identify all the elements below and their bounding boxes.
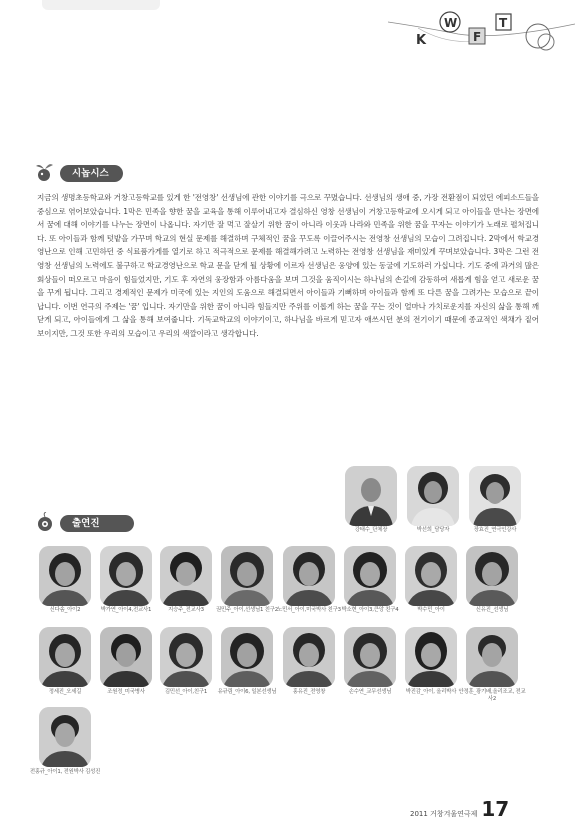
cast-photo <box>221 627 273 687</box>
cast-photo <box>160 627 212 687</box>
svg-text:F: F <box>473 30 482 44</box>
cast-photo <box>466 627 518 687</box>
staff-photo <box>345 466 397 526</box>
staff-caption: 박선희_담당자 <box>416 527 450 533</box>
synopsis-text: 지금의 생명초등학교와 거창고등학교를 있게 한 '전영창' 선생님에 관한 이야기를 극으로 꾸몄습니다. 선생님의 생애 중, 가장 전환점이 되었던 에피소드들을 중심으로 엮어보았습니다. 1막은 민족을 향한 꿈을 교육을 통해 이루어내고자 결심하신 영창 선생님이 거창고등학교에 오시게 되고 아이들을 만나는 장면에서 꿈에 대해 이야기를 나누는 장면이 나옵니다. 자기만 잘 먹고 잘살기 위한 꿈이 아니라 이웃과 나라와 민족을 위한 꿈을 꾸자는 이야기가 노래로 펼쳐집니다. 또 아이들과 함께 텃밭을 가꾸며 학교의 현실 문제를 해결하며 구체적인 꿈을 꾸도록 이끌어주시는 전영창 선생님의 모습이 그려집니다. 2막에서 학교경영난으로 인해 고민하던 중 식료품가게를 열기로 하고 적극적으로 문제를 해결해가려고 노력하는 전영창 선생님을 재미있게 꾸며보았습니다. 3막은 그런 전영창 선생님의 노력에도 불구하고 학교경영난으로 학교 문을 닫게 될 상황에 이르자 선생님은 웅양에 있는 동굴에 기도하러 가십니다. 기도 중에 과거의 많은 회상들이 떠오르고 마음이 힘들었지만, 기도 후 자연의 웅장함과 아름다움을 보며 그것을 움직이시는 하나님의 손길에 감동하여 새롭게 힘을 얻고 새로운 꿈을 꾸게 됩니다. 그리고 경제적인 문제가 미국에 있는 지인의 도움으로 해결되면서 아이들과 기뻐하며 아이들과 함께 또 다른 꿈을 그려가는 모습으로 끝이 납니다. 이번 연극의 주제는 '꿈' 입니다. 자기만을 위한 꿈이 아니라 힘들지만 주위를 이롭게 하는 꿈을 꾸는 것이 얼마나 가치로운지를 자신의 삶을 통해 깨닫게 되고, 아이들에게 그 삶을 통해 보여줍니다. 기독교학교의 이야기이고, 하나님을 바르게 믿고자 애쓰시던 분의 전기이기 때문에 종교적인 색채가 짙어 보이지만, 그것 또한 우리의 모습이고 우리의 색깔이라고 생각합니다. <box>37 193 539 338</box>
cast-caption: 박소현_아이3,큰앙 친구4 <box>341 607 399 613</box>
cast-photo <box>39 627 91 687</box>
cast-caption: 정세진_오세길 <box>48 689 82 695</box>
page-footer <box>410 797 509 821</box>
svg-text:W: W <box>444 16 458 30</box>
cast-caption: 신다솜_아이2 <box>49 607 81 613</box>
staff-photo <box>407 466 459 526</box>
cast-caption: 박수민_아이 <box>417 607 445 613</box>
logo-letter-k <box>416 33 427 48</box>
cast-photo <box>283 627 335 687</box>
footer-festival-name: 2011 거창겨울연극제 <box>410 810 478 818</box>
page-number: 17 <box>481 797 510 821</box>
cast-header <box>34 512 134 534</box>
leaf-ornament-icon <box>34 162 56 184</box>
cast-title: 출연진 <box>60 515 134 532</box>
kwft-logo <box>388 0 575 60</box>
staff-photo <box>469 466 521 526</box>
cast-photo <box>405 546 457 606</box>
top-tab-decoration <box>42 0 160 10</box>
cast-photo <box>283 546 335 606</box>
cast-caption: 안정훈_광기배,올리조교, 전교사2 <box>458 689 526 702</box>
logo-letter-t <box>496 14 511 30</box>
cast-caption: 유규림_아이6, 일본선생님 <box>217 689 277 695</box>
staff-caption: 장효진_연극인강사 <box>473 527 517 533</box>
cast-caption: 박진감_아이, 올리박사 <box>405 689 457 695</box>
cast-caption: 신유진_선생님 <box>475 607 509 613</box>
cast-photo <box>39 546 91 606</box>
cast-photo <box>160 546 212 606</box>
cast-photo <box>405 627 457 687</box>
cast-caption: 지승주_전교사3 <box>168 607 204 613</box>
cast-caption: 박가연_아이4,전교사1 <box>100 607 152 613</box>
cast-caption: 권민주_아이,선생님1 친구2 <box>215 607 279 613</box>
cast-photo <box>100 546 152 606</box>
logo-letter-w <box>440 12 460 32</box>
svg-text:K: K <box>416 33 427 48</box>
cast-caption: 손수연_교무선생님 <box>348 689 392 695</box>
cast-photo <box>39 707 91 767</box>
cast-photo <box>100 627 152 687</box>
cast-caption: 홍유진_전영창 <box>292 689 326 695</box>
svg-text:T: T <box>499 16 508 30</box>
logo-letter-f <box>469 28 485 44</box>
cast-caption: 김민선_아이,친구1 <box>164 689 208 695</box>
cast-photo <box>466 546 518 606</box>
cast-photo <box>344 627 396 687</box>
cast-caption: 조원정_미국병사 <box>107 689 145 695</box>
synopsis-header <box>34 162 123 184</box>
cast-photo <box>344 546 396 606</box>
synopsis-title: 시놉시스 <box>60 165 123 182</box>
cast-photo <box>221 546 273 606</box>
staff-caption: 강태수_단체장 <box>354 527 388 533</box>
cast-caption: 전홍규_아이1, 전원박사 김성진 <box>29 769 101 775</box>
flower-ornament-icon <box>34 512 56 534</box>
cast-caption: 노민서_아이,미국박사 친구3 <box>277 607 341 613</box>
